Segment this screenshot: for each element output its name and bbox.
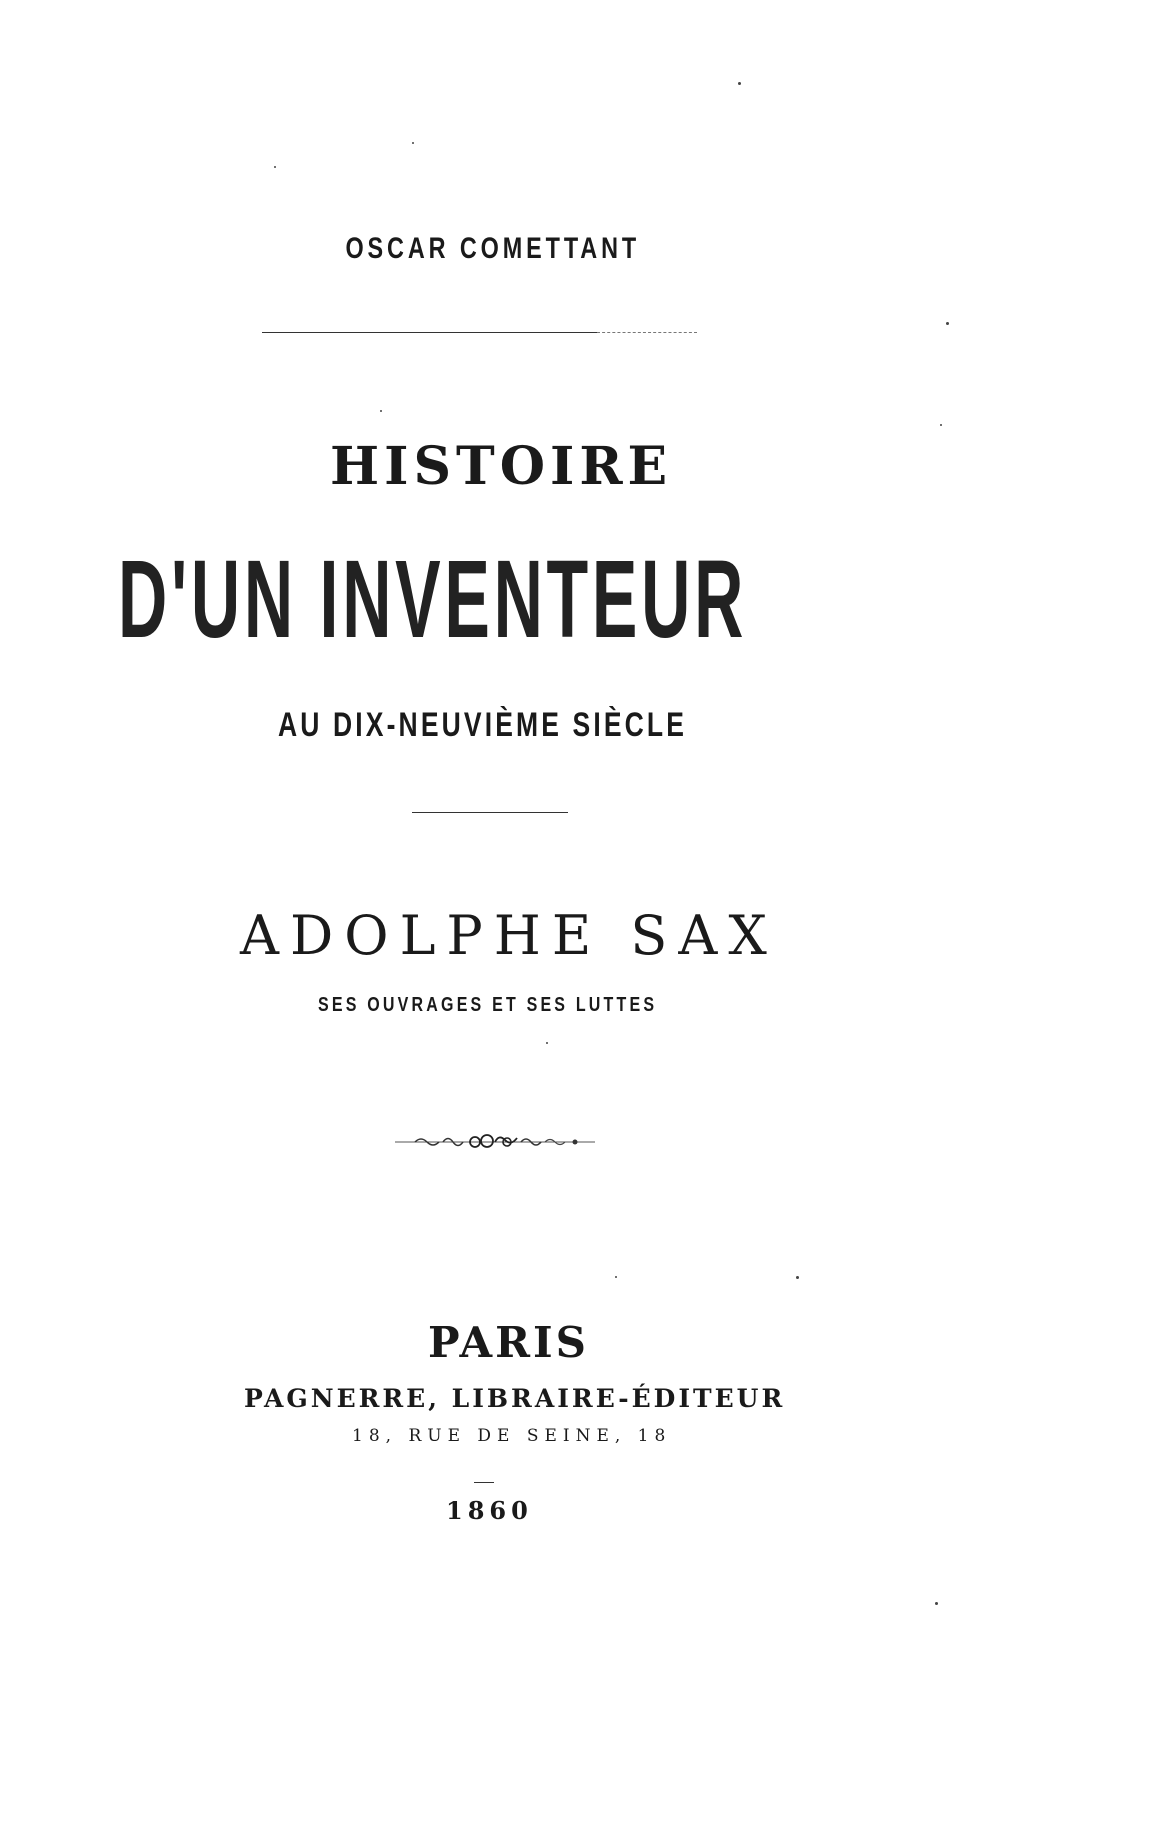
scan-speck [940, 424, 942, 426]
scan-speck [935, 1602, 938, 1605]
scan-speck [412, 142, 414, 144]
year-rule [474, 1482, 494, 1483]
publisher-address: 18, RUE DE SEINE, 18 [352, 1426, 672, 1446]
author-name: OSCAR COMETTANT [345, 232, 641, 265]
scan-speck [615, 1276, 617, 1278]
scan-speck [380, 410, 382, 412]
middle-rule [412, 812, 568, 813]
publication-year: 1860 [446, 1496, 533, 1525]
scan-speck [796, 1276, 799, 1279]
ornament-icon [395, 1130, 595, 1154]
title-line-3: AU DIX-NEUVIÈME SIÈCLE [278, 706, 688, 744]
publication-city: PARIS [428, 1318, 589, 1367]
publisher-name: PAGNERRE, LIBRAIRE-ÉDITEUR [244, 1384, 786, 1413]
scan-speck [738, 82, 741, 85]
top-rule [262, 332, 597, 333]
title-line-2: D'UN INVENTEUR [118, 545, 862, 655]
subject-subtitle: SES OUVRAGES ET SES LUTTES [318, 994, 658, 1016]
scan-speck [946, 322, 949, 325]
subject-name: ADOLPHE SAX [240, 904, 778, 967]
top-rule-dashed-end [597, 332, 697, 333]
scan-speck [546, 1042, 548, 1044]
title-line-1: HISTOIRE [330, 436, 673, 497]
scan-speck [274, 166, 276, 168]
